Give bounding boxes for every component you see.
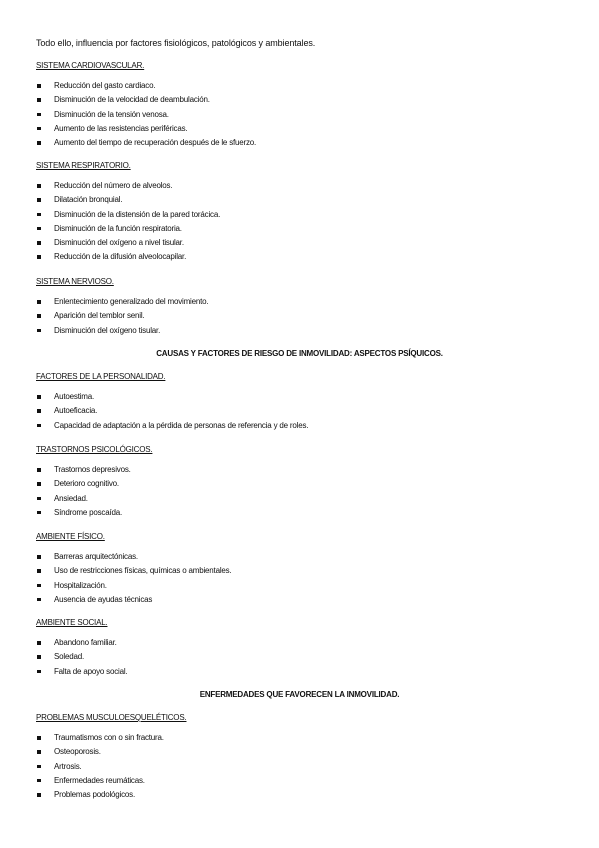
section-heading: SISTEMA RESPIRATORIO. (36, 161, 131, 170)
list-item: Hospitalización. (36, 579, 566, 593)
section-heading: FACTORES DE LA PERSONALIDAD. (36, 372, 166, 381)
list-item: Síndrome poscaída. (36, 506, 566, 520)
bullet-list (36, 731, 566, 802)
list-item: Reducción del número de alveolos. (36, 179, 566, 193)
section-title-psiquicos: CAUSAS Y FACTORES DE RIESGO DE INMOVILIDAD: ASPECTOS PSÍQUICOS. (156, 349, 443, 358)
list-item: Disminución de la velocidad de deambulación. (36, 93, 566, 107)
bullet-list (36, 295, 566, 338)
section-ambiente-social (36, 617, 566, 679)
list-item: Dilatación bronquial. (36, 193, 566, 207)
list-item: Enlentecimiento generalizado del movimiento. (36, 295, 566, 309)
list-item: Reducción de la difusión alveolocapilar. (36, 250, 566, 264)
list-item: Barreras arquitectónicas. (36, 550, 566, 564)
bullet-list (36, 636, 566, 679)
section-musculoesqueleticos (36, 712, 566, 802)
section-heading: AMBIENTE FÍSICO. (36, 532, 105, 541)
list-item: Capacidad de adaptación a la pérdida de personas de referencia y de roles. (36, 419, 566, 433)
list-item: Abandono familiar. (36, 636, 566, 650)
section-title-enfermedades: ENFERMEDADES QUE FAVORECEN LA INMOVILIDAD. (199, 690, 400, 699)
section-ambiente-fisico (36, 531, 566, 607)
list-item: Traumatismos con o sin fractura. (36, 731, 566, 745)
list-item: Enfermedades reumáticas. (36, 774, 566, 788)
bullet-list (36, 79, 566, 150)
list-item: Artrosis. (36, 760, 566, 774)
section-heading: TRASTORNOS PSICOLÓGICOS. (36, 445, 153, 454)
intro-text: Todo ello, influencia por factores fisiológicos, patológicos y ambientales. (36, 38, 316, 48)
list-item: Aumento de las resistencias periféricas. (36, 122, 566, 136)
list-item: Falta de apoyo social. (36, 665, 566, 679)
section-respiratorio (36, 160, 566, 265)
bullet-list (36, 390, 566, 433)
list-item: Soledad. (36, 650, 566, 664)
section-heading: PROBLEMAS MUSCULOESQUELÉTICOS. (36, 713, 187, 722)
list-item: Trastornos depresivos. (36, 463, 566, 477)
list-item: Autoeficacia. (36, 404, 566, 418)
section-heading: AMBIENTE SOCIAL. (36, 618, 108, 627)
section-heading: SISTEMA NERVIOSO. (36, 277, 114, 286)
section-psicologicos (36, 444, 566, 520)
section-heading: SISTEMA CARDIOVASCULAR. (36, 61, 145, 70)
list-item: Aumento del tiempo de recuperación después de le sfuerzo. (36, 136, 566, 150)
list-item: Deterioro cognitivo. (36, 477, 566, 491)
list-item: Disminución de la tensión venosa. (36, 108, 566, 122)
list-item: Uso de restricciones físicas, químicas o ambientales. (36, 564, 566, 578)
list-item: Autoestima. (36, 390, 566, 404)
list-item: Reducción del gasto cardiaco. (36, 79, 566, 93)
list-item: Aparición del temblor senil. (36, 309, 566, 323)
list-item: Problemas podológicos. (36, 788, 566, 802)
list-item: Disminución del oxígeno tisular. (36, 324, 566, 338)
section-cardiovascular (36, 60, 566, 150)
section-personalidad (36, 371, 566, 433)
bullet-list (36, 179, 566, 265)
bullet-list (36, 550, 566, 607)
list-item: Ausencia de ayudas técnicas (36, 593, 566, 607)
bullet-list (36, 463, 566, 520)
list-item: Osteoporosis. (36, 745, 566, 759)
list-item: Disminución de la función respiratoria. (36, 222, 566, 236)
list-item: Disminución del oxígeno a nivel tisular. (36, 236, 566, 250)
section-nervioso (36, 276, 566, 338)
list-item: Disminución de la distensión de la pared torácica. (36, 208, 566, 222)
list-item: Ansiedad. (36, 492, 566, 506)
